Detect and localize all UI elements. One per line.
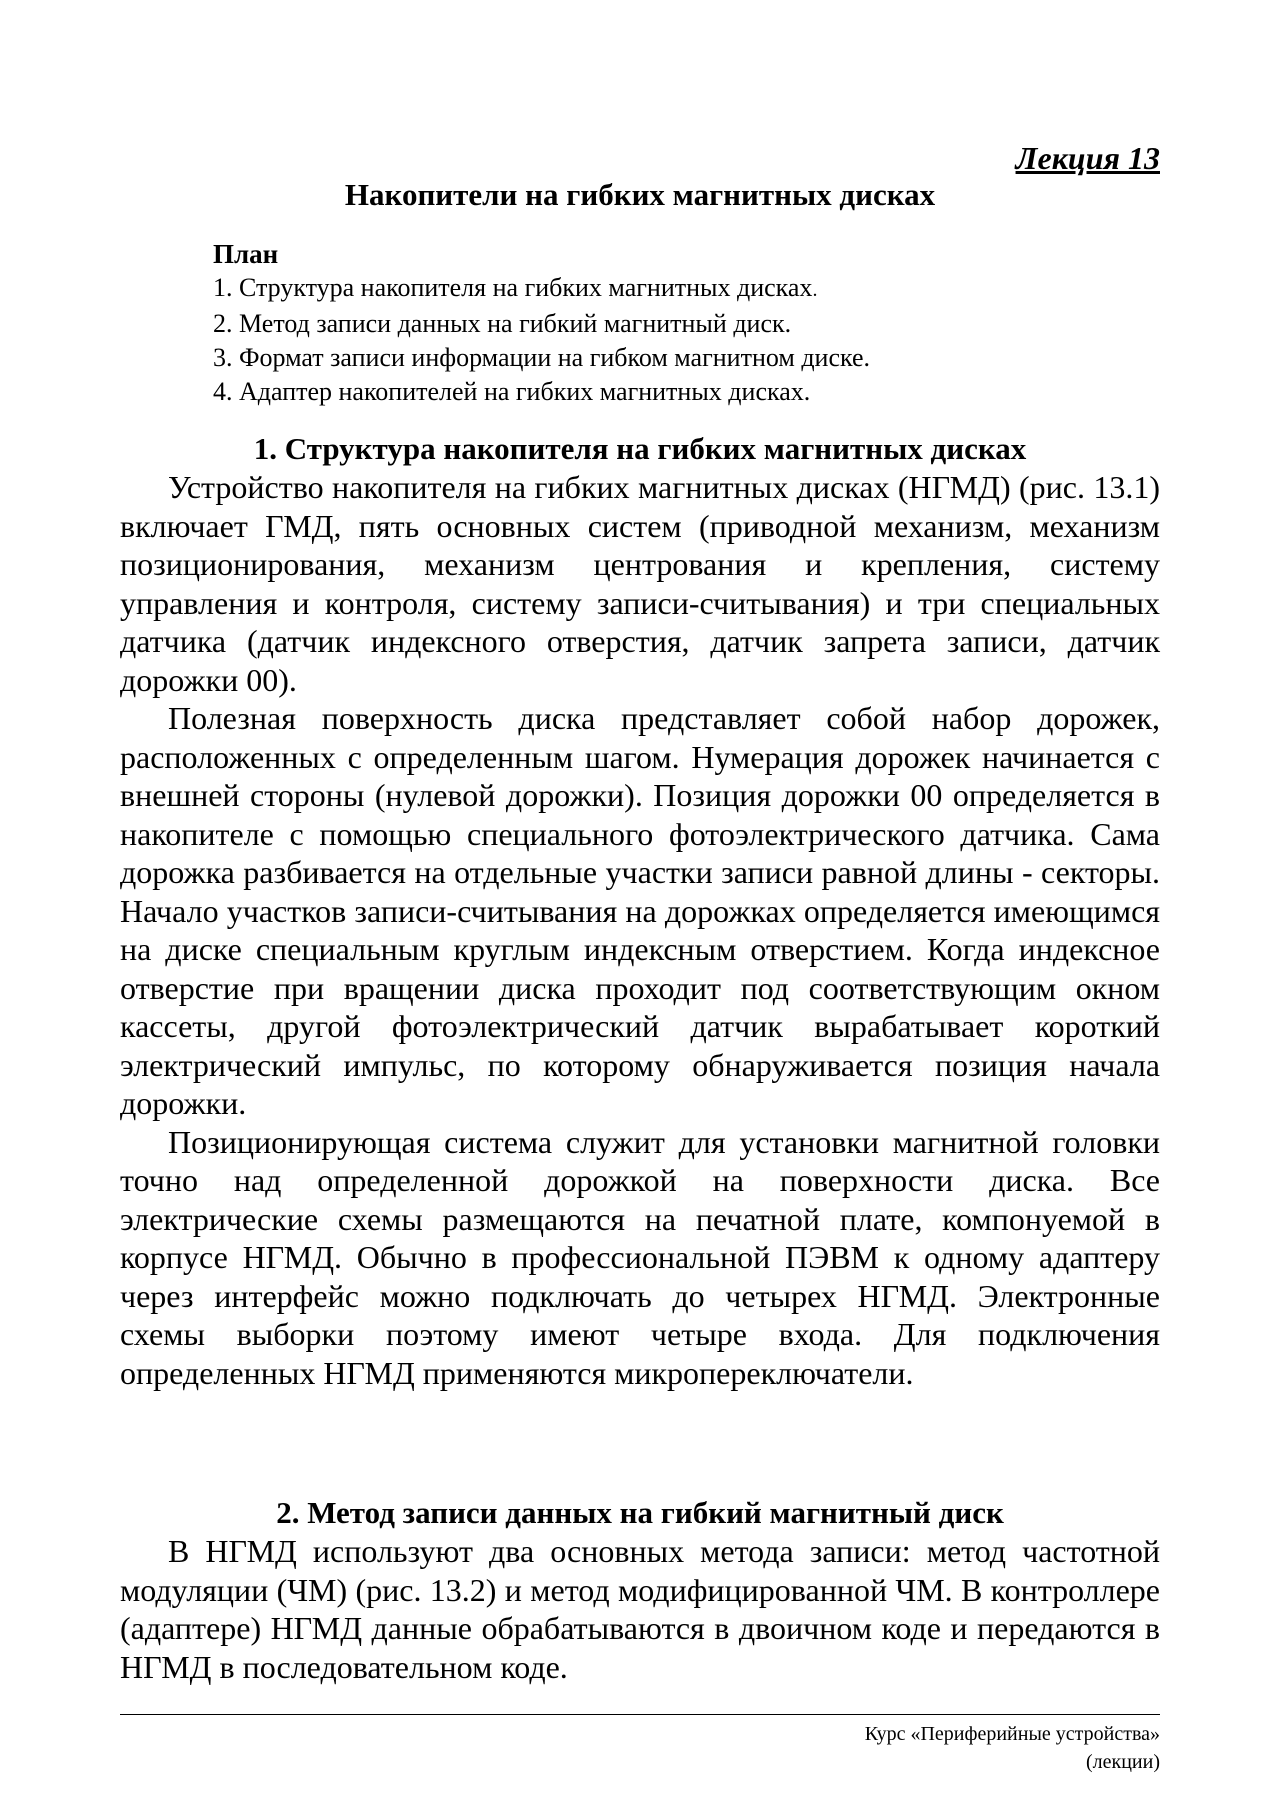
section-1-paragraph: Позиционирующая система служит для установки магнитной головки точно над определенной дорожкой на поверхности диска. Все электрические схемы размещаются на печатной плате, компонуемой в корпусе НГМД. Обычно в профессиональной ПЭВМ к одному адаптеру через интерфейс можно подключать до четырех НГМД. Электронные схемы выборки поэтому имеют четыре входа. Для подключения определенных НГМД применяются микропереключатели. <box>120 1123 1160 1391</box>
section-1-paragraph: Устройство накопителя на гибких магнитных дисках (НГМД) (рис. 13.1) включает ГМД, пять основных систем (приводной механизм, механизм позиционирования, механизм центрования и крепления, систему управления и контроля, систему записи-считывания) и три специальных датчика (датчик индексного отверстия, датчик запрета записи, датчик дорожки 00). <box>120 469 1160 698</box>
page-footer <box>865 1720 1160 1776</box>
document-title: Накопители на гибких магнитных дисках <box>344 177 936 212</box>
section-2 <box>120 1494 1160 1686</box>
document-page <box>120 0 1160 1811</box>
plan-heading: План <box>213 239 279 269</box>
section-1-paragraph: Полезная поверхность диска представляет собой набор дорожек, расположенных с определенным шагом. Нумерация дорожек начинается с внешней стороны (нулевой дорожки). Позиция дорожки 00 определяется в накопителе с помощью специального фотоэлектрического датчика. Сама дорожка разбивается на отдельные участки записи равной длины - секторы. Начало участков записи-считывания на дорожках определяется имеющимся на диске специальным круглым индексным отверстием. Когда индексное отверстие при вращении диска проходит под соответствующим окном кассеты, другой фотоэлектрический датчик вырабатывает короткий электрический импульс, по которому обнаруживается позиция начала дорожки. <box>120 700 1160 1121</box>
section-2-paragraph: В НГМД используют два основных метода записи: метод частотной модуляции (ЧМ) (рис. 13.2) и метод модифицированной ЧМ. В контроллере (адаптере) НГМД данные обрабатываются в двоичном коде и передаются в НГМД в последовательном коде. <box>120 1533 1160 1685</box>
plan-item-dot: . <box>812 279 818 301</box>
plan-item: 4. Адаптер накопителей на гибких магнитных дисках. <box>213 377 811 406</box>
lecture-number: Лекция 13 <box>1015 140 1160 176</box>
plan-block <box>213 237 870 409</box>
plan-item-text: 1. Структура накопителя на гибких магнитных дисках <box>213 273 813 302</box>
footer-course: Курс «Периферийные устройства» <box>864 1723 1160 1745</box>
plan-item <box>213 271 870 307</box>
footer-divider <box>120 1714 1160 1715</box>
footer-note: (лекции) <box>1085 1751 1160 1773</box>
section-2-title: 2. Метод записи данных на гибкий магнитный диск <box>276 1495 1004 1530</box>
plan-item: 3. Формат записи информации на гибком магнитном диске. <box>213 343 871 372</box>
section-1-title: 1. Структура накопителя на гибких магнитных дисках <box>253 431 1027 466</box>
plan-item: 2. Метод записи данных на гибкий магнитный диск. <box>213 309 792 338</box>
section-1 <box>120 430 1160 1392</box>
